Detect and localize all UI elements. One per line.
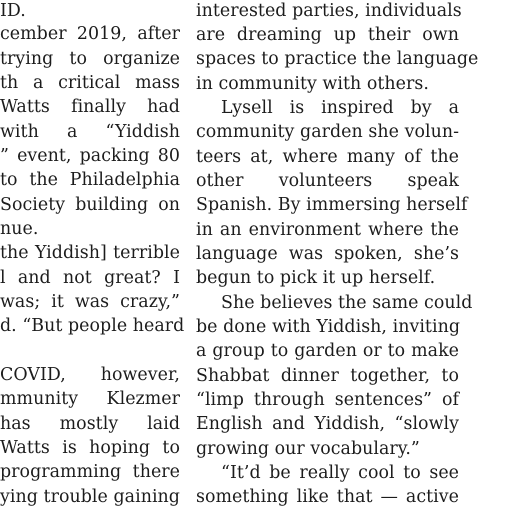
text-line: in an environment where the <box>196 220 459 240</box>
text-line: with a “Yiddish <box>0 122 180 142</box>
text-line: ” event, packing 80 <box>0 146 180 166</box>
text-line: th a critical mass <box>0 73 180 93</box>
text-line: other volunteers speak <box>196 171 459 191</box>
text-line: spaces to practice the language <box>196 49 479 69</box>
text-line: are dreaming up their own <box>196 25 459 45</box>
right-text-column <box>196 0 512 512</box>
text-line: trying to organize <box>0 49 180 69</box>
text-line: begun to pick it up herself. <box>196 268 436 288</box>
text-line: ying trouble gaining <box>0 487 180 507</box>
text-line: was; it was crazy,” <box>0 292 180 312</box>
text-line: English and Yiddish, “slowly <box>196 414 459 434</box>
text-line: cember 2019, after <box>0 24 180 44</box>
text-line: community garden she volun- <box>196 122 459 142</box>
text-line: language was spoken, she’s <box>196 244 459 264</box>
text-line <box>0 339 180 363</box>
text-line: d. “But people heard <box>0 316 184 336</box>
text-line: “limp through sentences” of <box>196 390 459 410</box>
text-line: interested parties, individuals <box>196 1 462 21</box>
text-line: growing our vocabulary.” <box>196 439 420 459</box>
paragraph-first-line: “It’d be really cool to see <box>221 463 459 483</box>
text-line: something like that — active <box>196 487 459 507</box>
text-line: COVID, however, <box>0 365 180 385</box>
text-line: nue. <box>0 219 39 239</box>
text-line: Spanish. By immersing herself <box>196 195 468 215</box>
text-line: l and not great? I <box>0 268 180 288</box>
text-line: Watts is hoping to <box>0 438 180 458</box>
left-text-column <box>0 0 184 512</box>
text-line: Society building on <box>0 195 180 215</box>
text-line: Watts finally had <box>0 97 180 117</box>
text-line: ID. <box>0 1 26 21</box>
text-line: in community with others. <box>196 74 429 94</box>
text-line: has mostly laid <box>0 414 180 434</box>
text-line: a group to garden or to make <box>196 341 459 361</box>
text-line: Shabbat dinner together, to <box>196 366 459 386</box>
paragraph-first-line: She believes the same could <box>221 293 473 313</box>
text-line: be done with Yiddish, inviting <box>196 317 461 337</box>
text-line: to the Philadelphia <box>0 170 180 190</box>
paragraph-first-line: Lysell is inspired by a <box>221 98 459 118</box>
text-line: programming there <box>0 462 180 482</box>
text-line: the Yiddish] terrible <box>0 243 180 263</box>
text-line: teers at, where many of the <box>196 147 459 167</box>
text-line: mmunity Klezmer <box>0 389 180 409</box>
